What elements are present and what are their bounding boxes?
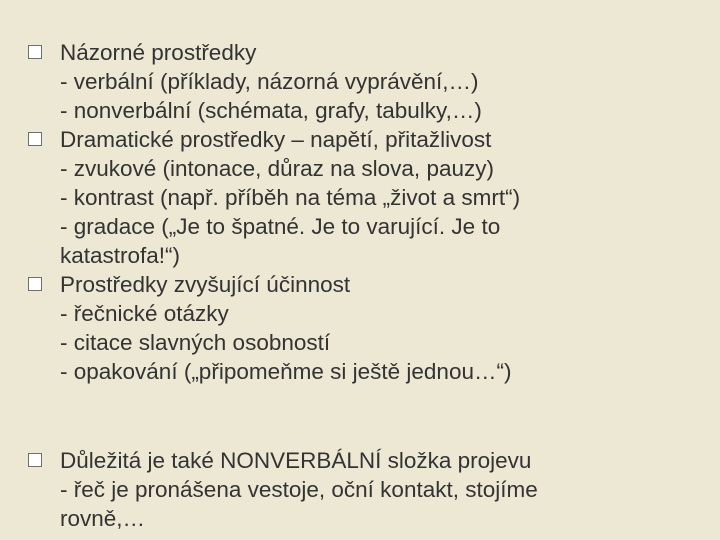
- bullet-subline: - gradace („Je to špatné. Je to varující. Je to: [60, 214, 501, 239]
- bullet-box-icon: [28, 132, 42, 146]
- bullet-line: [28, 270, 708, 299]
- bullet-line: [28, 125, 708, 154]
- bullet-heading: Názorné prostředky: [60, 40, 257, 65]
- bullet-heading: Důležitá je také NONVERBÁLNÍ složka projevu: [60, 448, 532, 473]
- bullet-heading: Dramatické prostředky – napětí, přitažlivost: [60, 127, 492, 152]
- bullet-box-icon: [28, 277, 42, 291]
- bullet-subline: - řeč je pronášena vestoje, oční kontakt, stojíme: [60, 477, 538, 502]
- bullet-subline: rovně,…: [60, 506, 146, 531]
- bullet-subline: - kontrast (např. příběh na téma „život a smrt“): [60, 185, 521, 210]
- bullet-box-icon: [28, 453, 42, 467]
- bullet-subline: katastrofa!“): [60, 243, 181, 268]
- bullet-item-visual-aids: [28, 38, 708, 386]
- bullet-subline: - nonverbální (schémata, grafy, tabulky,…): [60, 98, 482, 123]
- bullet-line: [28, 38, 708, 67]
- bullet-subline: - řečnické otázky: [60, 301, 229, 326]
- bullet-heading: Prostředky zvyšující účinnost: [60, 272, 351, 297]
- bullet-subline: - citace slavných osobností: [60, 330, 331, 355]
- bullet-box-icon: [28, 45, 42, 59]
- bullet-subline: - zvukové (intonace, důraz na slova, pauzy): [60, 156, 494, 181]
- bullet-item-nonverbal: [28, 446, 708, 533]
- bullet-subline: - verbální (příklady, názorná vyprávění,…): [60, 69, 479, 94]
- bullet-line: [28, 446, 708, 475]
- bullet-subline: - opakování („připomeňme si ještě jednou…“): [60, 359, 512, 384]
